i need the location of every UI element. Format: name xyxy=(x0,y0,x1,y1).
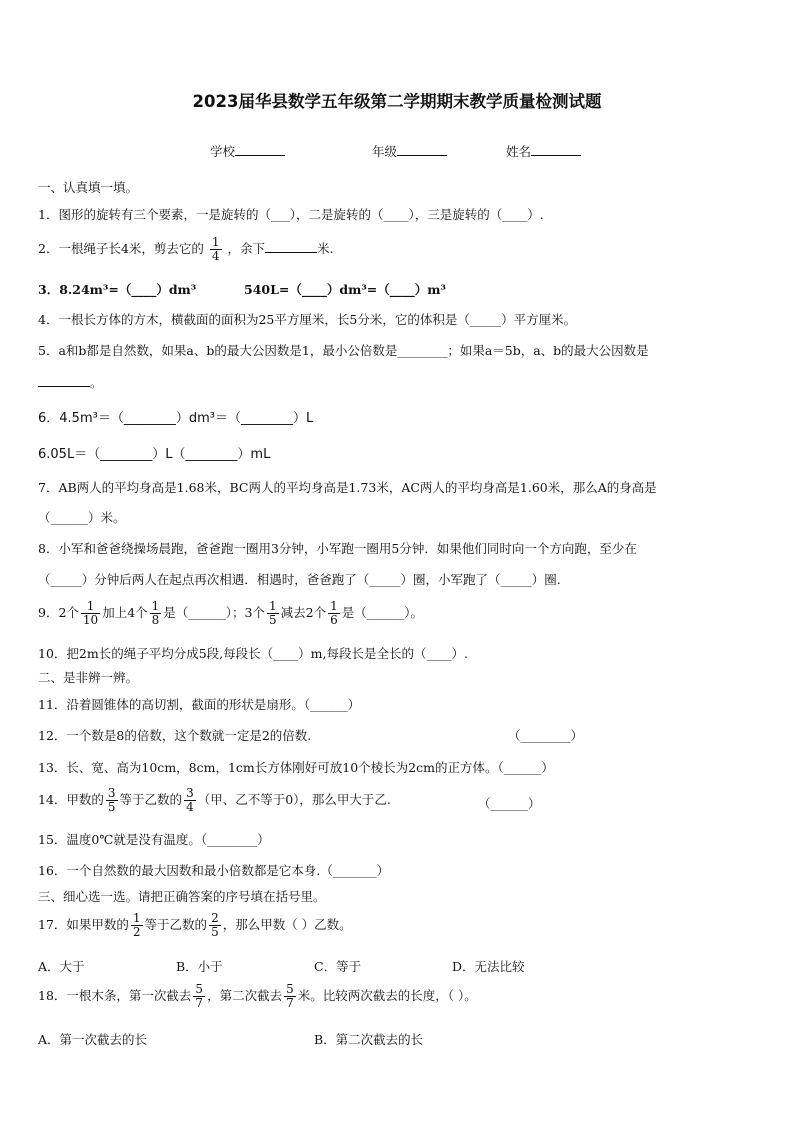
question-12-answer: （________） xyxy=(508,728,584,743)
question-15: 15．温度0℃就是没有温度。（________） xyxy=(38,832,270,847)
q17-option-b[interactable]: B．小于 xyxy=(176,959,223,974)
question-18: 18．一根木条，第一次截去 $\frac{5}{7}$ ，第二次截去 $\frac{5}{7}$ 米。比较两次截去的长度，（ ）。 xyxy=(38,982,477,1010)
question-7: 7．AB两人的平均身高是1.68米，BC两人的平均身高是1.73米，AC两人的平均身高是1.60米，那么A的身高是 xyxy=(38,480,657,495)
question-3a: 3．8.24m³=（____）dm³ xyxy=(38,282,197,297)
question-3b: 540L=（____）dm³=（____）m³ xyxy=(244,282,446,297)
question-8: 8．小军和爸爸绕操场晨跑，爸爸跑一圈用3分钟，小军跑一圈用5分钟．如果他们同时向一个方向跑，至少在 xyxy=(38,541,637,556)
name-field[interactable]: 姓名 xyxy=(506,142,581,160)
answer-blank[interactable] xyxy=(265,240,317,253)
question-14-answer: （______） xyxy=(478,796,541,811)
q17-option-a[interactable]: A．大于 xyxy=(38,959,85,974)
school-field[interactable]: 学校 xyxy=(210,142,285,160)
q17-option-c[interactable]: C．等于 xyxy=(314,959,362,974)
section-heading-1: 一、认真填一填。 xyxy=(38,180,139,195)
question-9: 9．2个 $\frac{1}{10}$ 加上4个 $\frac{1}{8}$ 是（______）；3个 $\frac{1}{5}$ 减去2个 $\frac{1}{6}$ 是（______）。 xyxy=(38,599,423,627)
question-4: 4．一根长方体的方木，横截面的面积为25平方厘米，长5分米，它的体积是（_____）平方厘米。 xyxy=(38,312,577,327)
q18-option-a[interactable]: A．第一次截去的长 xyxy=(38,1032,148,1047)
question-5: 5．a和b都是自然数，如果a、b的最大公因数是1，最小公倍数是________；如果a＝5b，a、b的最大公因数是 xyxy=(38,343,649,358)
section-heading-3: 三、细心选一选。请把正确答案的序号填在括号里。 xyxy=(38,889,326,904)
question-16: 16．一个自然数的最大因数和最小倍数都是它本身.（_______） xyxy=(38,863,390,878)
question-11: 11．沿着圆锥体的高切割，截面的形状是扇形。（______） xyxy=(38,697,361,712)
question-8-cont: （_____）分钟后两人在起点再次相遇．相遇时，爸爸跑了（_____）圈，小军跑了（_____）圈. xyxy=(38,572,561,587)
question-14: 14．甲数的 $\frac{3}{5}$ 等于乙数的 $\frac{3}{4}$ （甲、乙不等于0），那么甲大于乙. xyxy=(38,786,391,814)
question-2: 2．一根绳子长4米，剪去它的 $\frac{1}{4}$ ，余下 米. xyxy=(38,235,334,263)
question-6a: 6．4.5m³＝（________）dm³＝（________）L xyxy=(38,411,314,426)
question-7-cont: （______）米。 xyxy=(38,510,126,525)
q17-option-d[interactable]: D．无法比较 xyxy=(452,959,525,974)
question-10: 10．把2m长的绳子平均分成5段,每段长（____）m,每段长是全长的（____）. xyxy=(38,646,468,661)
question-1: 1．图形的旋转有三个要素，一是旋转的（___），二是旋转的（____），三是旋转的（____）. xyxy=(38,207,544,222)
answer-blank[interactable] xyxy=(38,374,90,387)
question-6b: 6.05L＝（________）L（________）mL xyxy=(38,447,271,462)
section-heading-2: 二、是非辨一辨。 xyxy=(38,670,139,685)
question-17: 17．如果甲数的 $\frac{1}{2}$ 等于乙数的 $\frac{2}{5}$ ，那么甲数（ ）乙数。 xyxy=(38,911,352,939)
q18-option-b[interactable]: B．第二次截去的长 xyxy=(314,1032,424,1047)
page-title: 2023届华县数学五年级第二学期期末教学质量检测试题 xyxy=(192,92,602,111)
question-13: 13．长、宽、高为10cm，8cm，1cm长方体刚好可放10个棱长为2cm的正方体。（______） xyxy=(38,760,554,775)
fraction: $\frac{1}{4}$ xyxy=(211,235,220,263)
grade-field[interactable]: 年级 xyxy=(372,142,447,160)
question-12: 12．一个数是8的倍数，这个数就一定是2的倍数. xyxy=(38,728,312,743)
question-5-cont: 。 xyxy=(38,374,103,391)
